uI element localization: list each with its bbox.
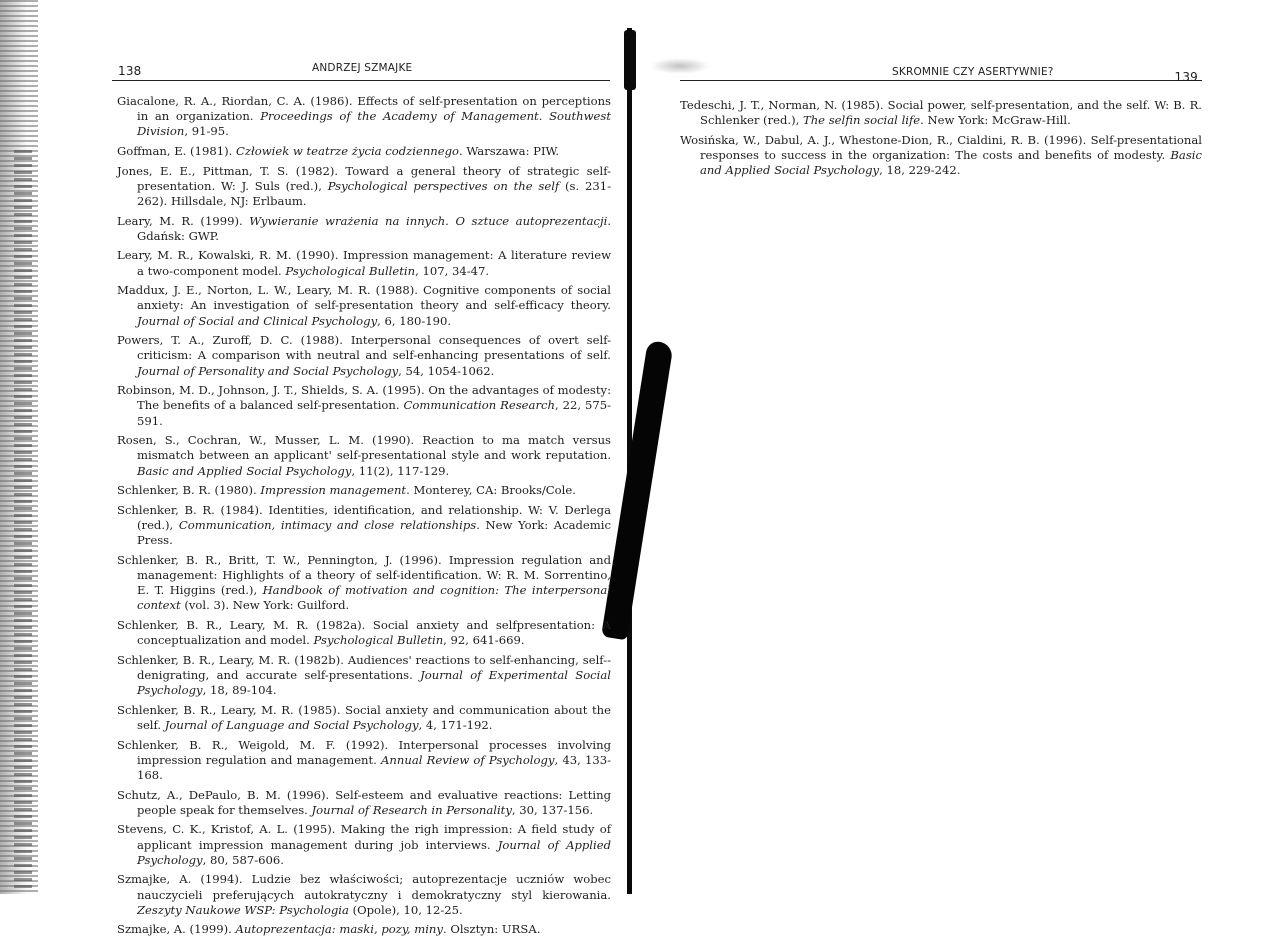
reference-text: , 4, 171-192. <box>418 717 493 732</box>
reference-entry <box>117 283 611 329</box>
reference-source-title: The selfin social life <box>802 113 921 128</box>
reference-text: , 54, 1054-1062. <box>398 363 495 378</box>
reference-source-title: Communication, intimacy and close relationships <box>178 517 477 532</box>
reference-text: Wosińska, W., Dabul, A. J., Whestone-Dion, R., Cialdini, R. B. (1996). Self-presentational responses to success in the organization: The costs and benefits of modesty. <box>680 132 1202 162</box>
reference-entry <box>117 483 611 498</box>
reference-text: , 91-95. <box>184 124 229 139</box>
reference-text: , 43, 133-168. <box>137 752 611 782</box>
reference-text: Stevens, C. K., Kristof, A. L. (1995). Making the righ impression: A field study of applicant impression management during job interviews. <box>117 822 611 852</box>
reference-text: , 107, 34-47. <box>415 263 490 278</box>
reference-text: Szmajke, A. (1999). <box>117 922 236 937</box>
reference-text: Tedeschi, J. T., Norman, N. (1985). Social power, self-presentation, and the self. W: B. R. Schlenker (red.), <box>680 98 1202 128</box>
reference-text: . Gdańsk: GWP. <box>137 213 611 243</box>
reference-text: , 18, 229-242. <box>879 163 961 178</box>
reference-text: . New York: Academic Press. <box>137 517 611 548</box>
reference-text: Maddux, J. E., Norton, L. W., Leary, M. R. (1988). Cognitive components of social anxiety: An investigation of self-presentation theory and self-efficacy theory. <box>117 283 611 313</box>
reference-source-title: Journal of Personality and Social Psychology <box>137 363 399 378</box>
reference-entry <box>117 738 611 784</box>
reference-entry <box>117 553 611 614</box>
reference-text: (Opole), 10, 12-25. <box>348 902 463 917</box>
reference-text: Schlenker, B. R., Weigold, M. F. (1992). Interpersonal processes involving impression regulation and management. <box>117 737 611 767</box>
reference-text: . New York: McGraw-Hill. <box>920 113 1071 128</box>
reference-text: Schlenker, B. R., Leary, M. R. (1982a). Social anxiety and selfpresentation: A conceptualization and model. <box>117 617 611 648</box>
reference-text: Robinson, M. D., Johnson, J. T., Shields, S. A. (1995). On the advantages of modesty: The benefits of a balanced self-presentation. <box>117 383 611 413</box>
reference-source-title: Handbook of motivation and cognition: The interpersonal context <box>137 583 611 613</box>
reference-entry <box>117 164 611 210</box>
running-head-left <box>112 60 610 81</box>
reference-list <box>117 94 611 942</box>
reference-text: Schlenker, B. R. (1980). <box>117 483 261 498</box>
reference-entry <box>117 653 611 699</box>
reference-source-title: Psychological Bulletin <box>285 263 416 278</box>
running-head-title: SKROMNIE CZY ASERTYWNIE? <box>892 66 1054 78</box>
reference-source-title: Annual Review of Psychology <box>381 752 555 767</box>
reference-source-title: Zeszyty Naukowe WSP: Psychologia <box>137 902 349 917</box>
reference-entry <box>117 872 611 918</box>
reference-entry <box>117 703 611 733</box>
reference-source-title: Journal of Social and Clinical Psychology <box>137 313 378 328</box>
reference-text: Rosen, S., Cochran, W., Musser, L. M. (1990). Reaction to ma match versus mismatch between an applicant' self-presentational style and work reputation. <box>117 433 611 463</box>
reference-text: Giacalone, R. A., Riordan, C. A. (1986). Effects of self-presentation on perceptions in an organization. <box>117 94 611 124</box>
reference-source-title: Basic and Applied Social Psychology <box>700 148 1202 178</box>
reference-text: (s. 231-262). Hillsdale, NJ: Erlbaum. <box>137 178 612 208</box>
reference-source-title: Journal of Research in Personality <box>311 802 512 817</box>
reference-text: , 6, 180-190. <box>377 313 452 328</box>
reference-entry <box>117 94 611 140</box>
reference-entry <box>680 98 1202 128</box>
reference-source-title: Basic and Applied Social Psychology <box>137 463 352 478</box>
reference-text: , 11(2), 117-129. <box>351 463 450 478</box>
reference-text: Szmajke, A. (1994). Ludzie bez właściwości; autoprezentacje uczniów wobec nauczycieli preferujących autokratyczny i demokratyczny styl kierowania. <box>117 872 611 902</box>
reference-list <box>680 98 1202 183</box>
reference-text: , 18, 89-104. <box>202 683 277 698</box>
reference-entry <box>117 248 611 278</box>
reference-entry <box>117 433 611 479</box>
reference-text: . Warszawa: PIW. <box>459 144 560 158</box>
right-page <box>632 0 1262 894</box>
running-head-title: ANDRZEJ SZMAJKE <box>312 62 413 74</box>
page-number: 138 <box>118 64 142 78</box>
reference-text: (vol. 3). New York: Guilford. <box>180 598 350 613</box>
reference-source-title: Journal of Language and Social Psychology <box>164 717 419 732</box>
reference-source-title: Człowiek w teatrze życia codziennego <box>235 144 460 158</box>
reference-source-title: Psychological perspectives on the self <box>327 178 560 193</box>
reference-text: . Olsztyn: URSA. <box>442 922 541 937</box>
reference-text: Schutz, A., DePaulo, B. M. (1996). Self-esteem and evaluative reactions: Letting people speak for themselves. <box>117 787 611 817</box>
reference-text: , 80, 587-606. <box>202 852 284 867</box>
reference-source-title: Wywieranie wrażenia na innych. O sztuce autoprezentacji <box>249 213 608 228</box>
reference-source-title: Journal of Applied Psychology <box>137 837 612 867</box>
reference-text: Schlenker, B. R., Leary, M. R. (1982b). Audiences' reactions to self-enhancing, self--denigrating, and accurate self-presentations. <box>117 652 611 682</box>
reference-entry <box>117 144 611 159</box>
reference-text: , 30, 137-156. <box>511 802 594 817</box>
reference-source-title: Psychological Bulletin <box>313 633 444 648</box>
reference-text: Jones, E. E., Pittman, T. S. (1982). Toward a general theory of strategic self-presentation. W: J. Suls (red.), <box>117 163 611 193</box>
reference-text: Leary, M. R., Kowalski, R. M. (1990). Impression management: A literature review a two-component model. <box>117 248 611 278</box>
reference-entry <box>117 618 611 648</box>
reference-entry <box>117 922 611 937</box>
reference-source-title: Communication Research <box>403 398 555 413</box>
reference-source-title: Journal of Experimental Social Psychology <box>137 667 612 698</box>
reference-text: Schlenker, B. R., Leary, M. R. (1985). Social anxiety and communication about the self. <box>117 702 611 732</box>
reference-entry <box>117 503 611 549</box>
left-page <box>0 0 630 937</box>
reference-text: , 92, 641-669. <box>443 633 525 648</box>
reference-text: Goffman, E. (1981). <box>117 144 236 158</box>
reference-text: Leary, M. R. (1999). <box>117 213 250 228</box>
reference-entry <box>680 133 1202 179</box>
reference-entry <box>117 214 611 244</box>
reference-text: . Monterey, CA: Brooks/Cole. <box>406 483 576 498</box>
page-number: 139 <box>1174 70 1198 84</box>
running-head-right <box>680 60 1202 84</box>
reference-source-title: Impression management <box>260 483 407 498</box>
reference-entry <box>117 788 611 818</box>
reference-entry <box>117 333 611 379</box>
reference-text: Schlenker, B. R., Britt, T. W., Pennington, J. (1996). Impression regulation and management: Highlights of a theory of self-identification. W: R. M. Sorrentino, E. T. Higgins (red.), <box>117 552 611 598</box>
reference-entry <box>117 383 611 429</box>
reference-entry <box>117 822 611 868</box>
reference-source-title: Autoprezentacja: maski, pozy, miny <box>235 922 443 937</box>
reference-text: Powers, T. A., Zuroff, D. C. (1988). Interpersonal consequences of overt self-criticism: A comparison with neutral and self-enhancing presentations of self. <box>117 333 611 363</box>
reference-text: , 22, 575-591. <box>137 398 611 428</box>
reference-source-title: Proceedings of the Academy of Management. Southwest Division <box>137 109 611 139</box>
reference-text: Schlenker, B. R. (1984). Identities, identification, and relationship. W: V. Derlega (red.), <box>117 502 611 532</box>
